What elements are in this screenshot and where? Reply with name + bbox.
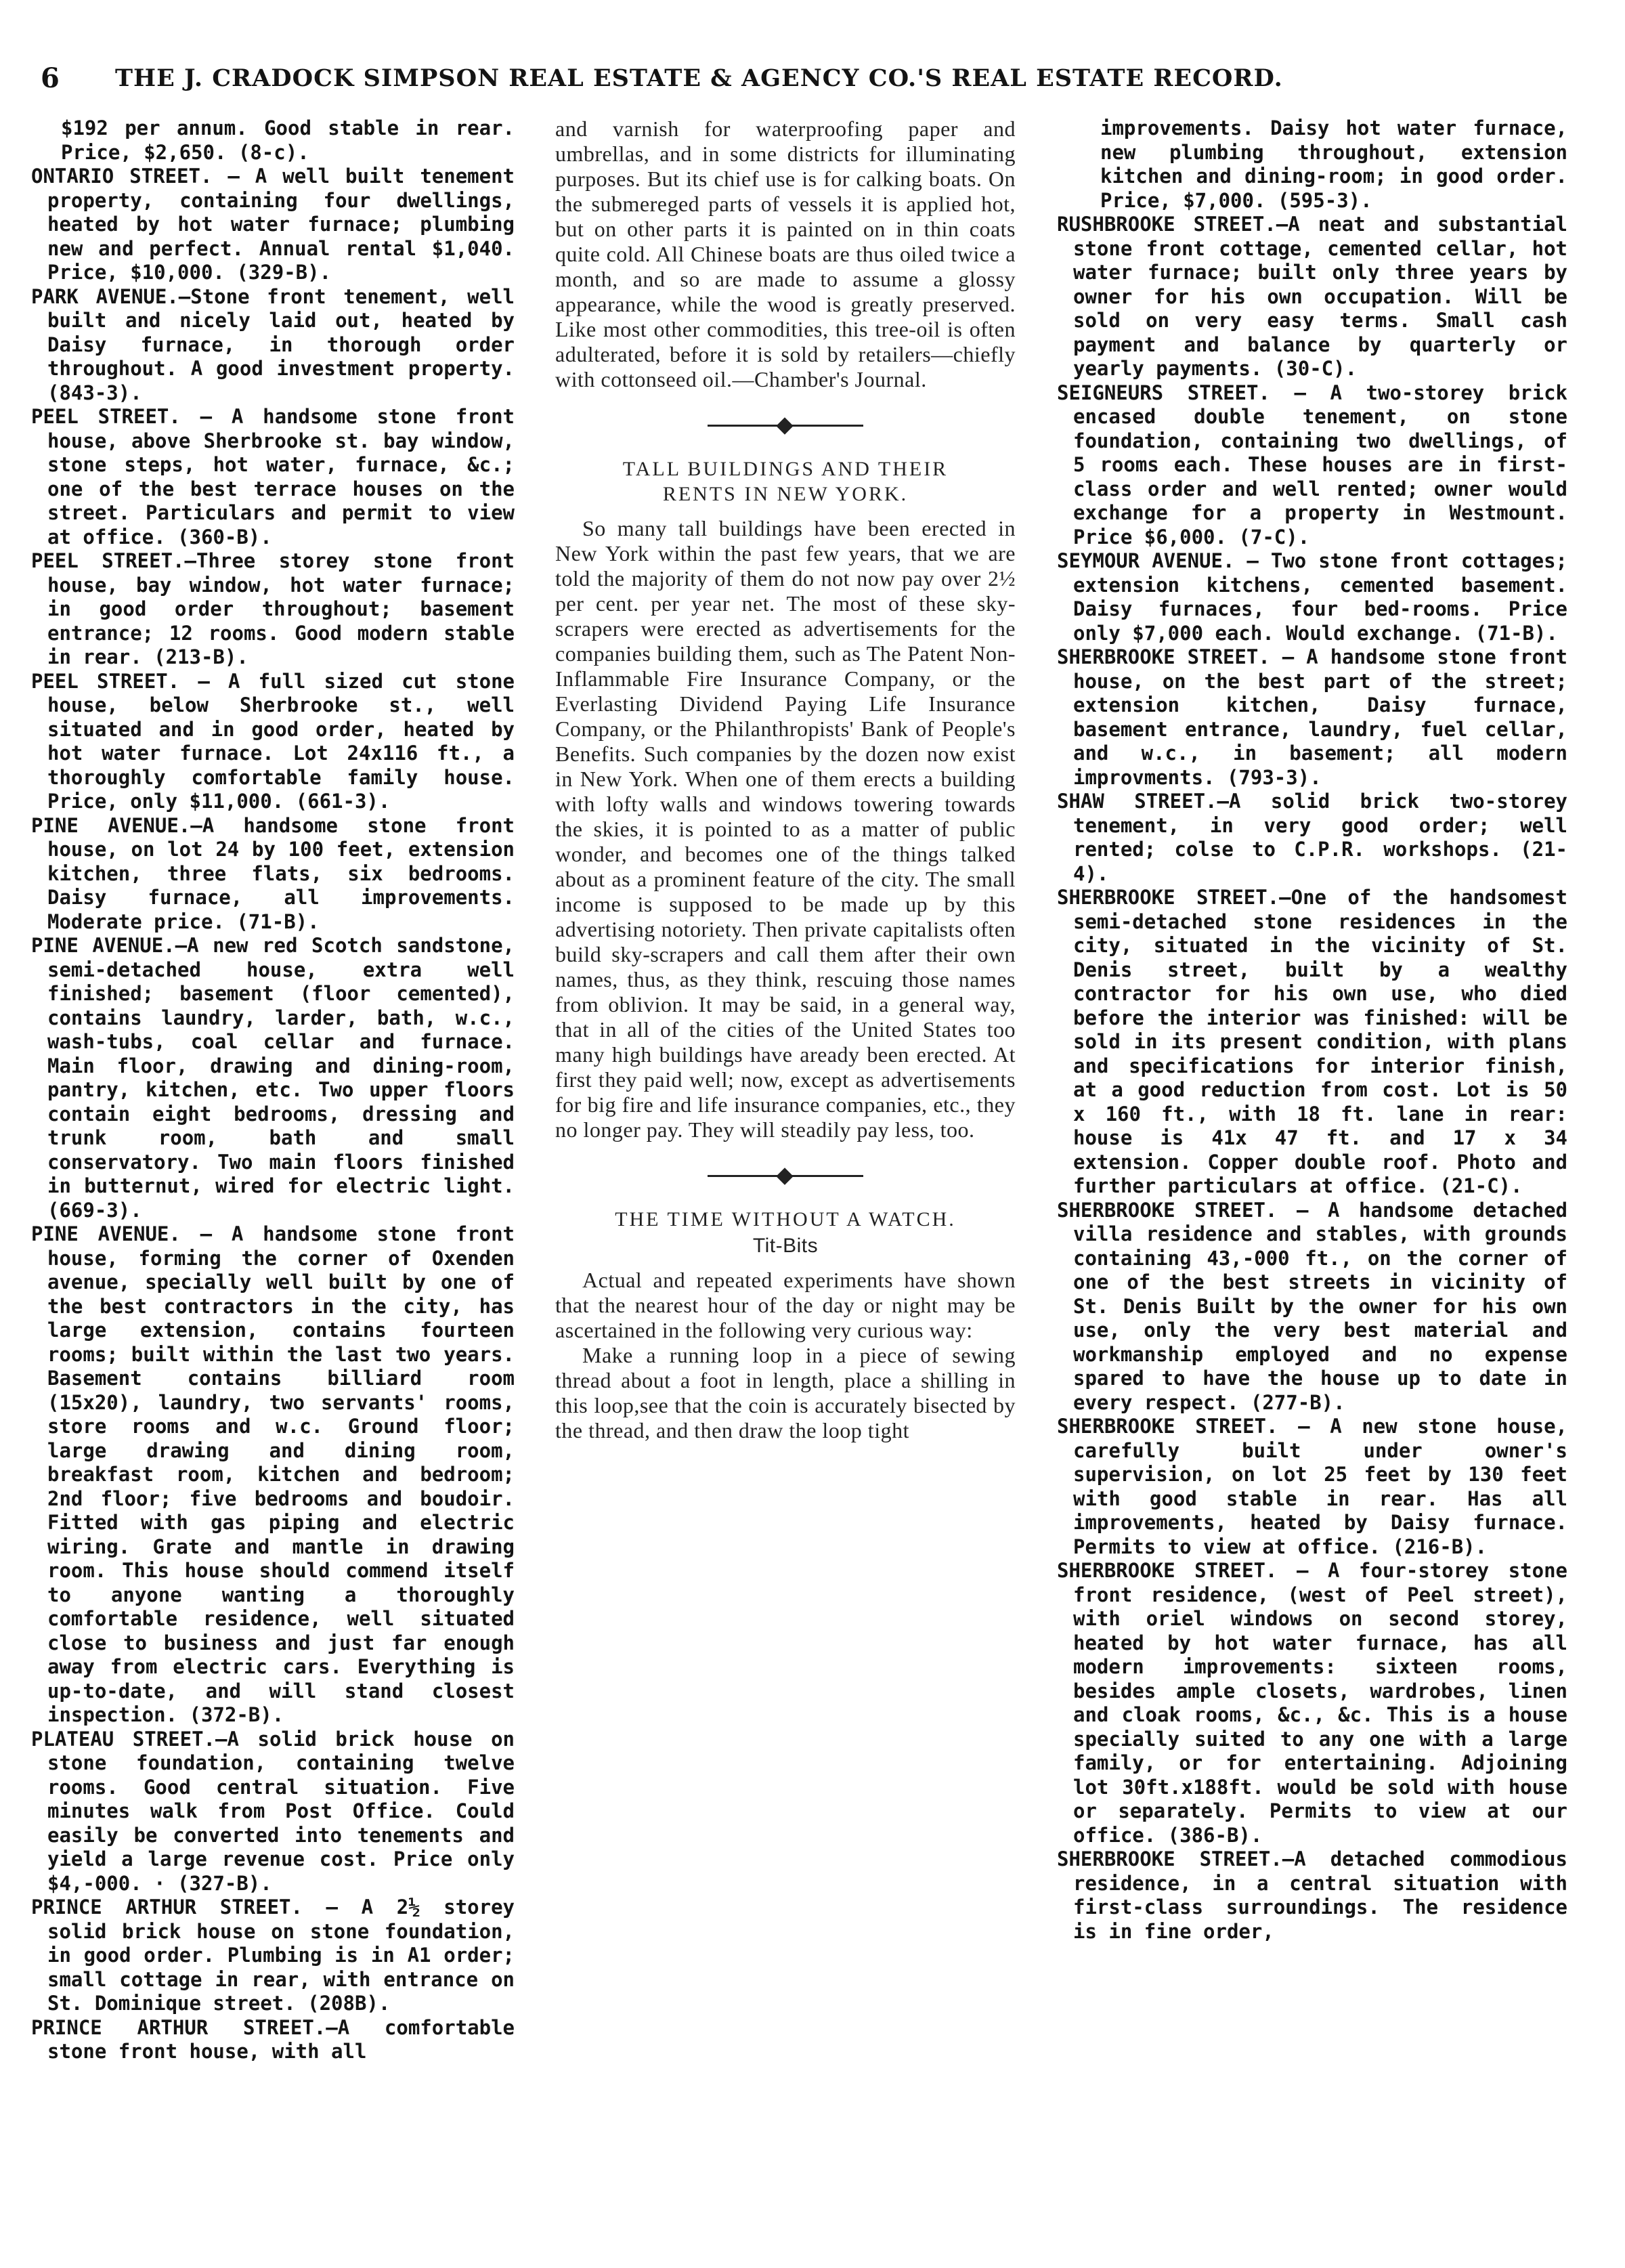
listing-entry: PRINCE ARTHUR STREET. — A 2½ storey solid brick house on stone foundation, in good order. Plumbing is in A1 order; small cottage in rear, with entrance on St. Dominique street. (208B). bbox=[31, 1896, 515, 2015]
article-title: TALL BUILDINGS AND THEIR bbox=[622, 458, 949, 480]
listing-entry: PINE AVENUE. — A handsome stone front house, forming the corner of Oxenden avenue, specially well built by one of the best contractors in the city, has large extension, contains fourteen rooms; built within the last two years. Basement contains billiard room (15x20), laundry, two servants' rooms, store rooms and w.c. Ground floor; large drawing and dining room, breakfast room, kitchen and bedroom; 2nd floor; five bedrooms and boudoir. Fitted with gas piping and electric wiring. Grate and mantle in drawing room. This house should commend itself to anyone wanting a thoroughly comfortable residence, well situated close to business and just far enough away from electric cars. Everything is up-to-date, and will stand closest inspection. (372-B). bbox=[31, 1222, 515, 1726]
listing-entry: SHAW STREET.—A solid brick two-storey tenement, in very good order; well rented; colse to C.P.R. workshops. (21-4). bbox=[1057, 790, 1567, 885]
publication-title: THE J. CRADOCK SIMPSON REAL ESTATE & AGENCY CO.'S REAL ESTATE RECORD. bbox=[115, 64, 1283, 92]
listing-entry: improvements. Daisy hot water furnace, new plumbing throughout, extension kitchen and dining-room; in good order. Price, $7,000. (595-3). bbox=[1100, 116, 1567, 212]
listing-entry: PRINCE ARTHUR STREET.—A comfortable stone front house, with all bbox=[31, 2015, 515, 2063]
listing-entry: SHERBROOKE STREET.—One of the handsomest semi-detached stone residences in the city, situated in the vicinity of St. Denis street, built by a wealthy contractor for his own use, who died before the interior was finished: will be sold in its present condition, with plans and specifications for interior finish, at a good reduction from cost. Lot is 50 x 160 ft., with 18 ft. lane in rear: house is 41x 47 ft. and 17 x 34 extension. Copper double roof. Photo and further particulars at office. (21-C). bbox=[1057, 886, 1567, 1197]
article-continuation: and varnish for waterproofing paper and umbrellas, and in some districts for illuminating purposes. But its chief use is for calking boats. On the submereged parts of vessels it is applied hot, but on other parts it is painted on in thin coats quite cold. All Chinese boats are thus oiled twice a month, and so are made to assume a glossy appearance, while the wood is greatly preserved. Like most other commodities, this tree-oil is often adulterated, before it is sold by retailers—chiefly with cottonseed oil.—Chamber's Journal. bbox=[555, 116, 1016, 391]
section-divider bbox=[708, 425, 863, 427]
listing-entry: ONTARIO STREET. — A well built tenement property, containing four dwellings, heated by hot water furnace; plumbing new and perfect. Annual rental $1,040. Price, $10,000. (329-B). bbox=[31, 165, 515, 284]
article-title-line2: RENTS IN NEW YORK. bbox=[662, 483, 909, 505]
listing-entry: SHERBROOKE STREET. — A four-storey stone front residence, (west of Peel street), with oriel windows on second storey, heated by hot water furnace, has all modern improvements: sixteen rooms, besides ample closets, wardrobes, linen and cloak rooms, &c., &c. This is a house specially suited to any one with a large family, or for entertaining. Adjoining lot 30ft.x188ft. would be sold with house or separately. Permits to view at our office. (386-B). bbox=[1057, 1559, 1567, 1847]
article-source: Tit-Bits bbox=[752, 1235, 819, 1257]
article-title: THE TIME WITHOUT A WATCH. bbox=[615, 1208, 956, 1231]
divider-ornament-icon bbox=[776, 1168, 793, 1184]
listing-entry: PEEL STREET. — A full sized cut stone house, below Sherbrooke st., well situated and in good order, heated by hot water furnace. Lot 24x116 ft., a thoroughly comfortable family house. Price, only $11,000. (661-3). bbox=[31, 669, 515, 813]
article-body: Actual and repeated experiments have shown that the nearest hour of the day or night may be ascertained in the following very curious way: bbox=[555, 1268, 1016, 1342]
listing-entry: SHERBROOKE STREET. — A handsome detached villa residence and stables, with grounds containing 43,-000 ft., on the corner of one of the best streets in vicinity of St. Denis Built by the owner for his own use, only the very best material and workmanship employed and no expense spared to have the house up to date in every respect. (277-B). bbox=[1057, 1198, 1567, 1414]
listing-entry: PEEL STREET.—Three storey stone front house, bay window, hot water furnace; in good order throughout; basement entrance; 12 rooms. Good modern stable in rear. (213-B). bbox=[31, 549, 515, 668]
article-body: So many tall buildings have been erected in New York within the past few years, that we are told the majority of them do not now pay over 2½ per cent. per year net. The most of these sky-scrapers were erected as advertisements for the companies building them, such as The Patent Non-Inflammable Fire Insurance Company, or the Everlasting Dividend Paying Life Insurance Company, or the Philanthropists' Bank of People's Benefits. Such companies by the dozen now exist in New York. When one of them erects a building with lofty walls and windows towering towards the skies, it is pointed to as a matter of public wonder, and becomes one of the things talked about as a prominent feature of the city. The small income is supposed to be made up by this advertising notoriety. Then private capitalists often build sky-scrapers and call them after their own names, thus, as they think, rescuing those names from oblivion. It may be said, in a general way, that in all of the cities of the United States too many high buildings have aready been erected. At first they paid well; now, except as advertisements for big fire and life insurance companies, etc., they no longer pay. They will steadily pay less, too. bbox=[555, 516, 1016, 1142]
listing-entry: SEIGNEURS STREET. — A two-storey brick encased double tenement, on stone foundation, containing two dwellings, of 5 rooms each. These houses are in first-class order and well rented; owner would exchange for a property in Westmount. Price $6,000. (7-C). bbox=[1057, 381, 1567, 549]
listing-entry: PINE AVENUE.—A handsome stone front house, on lot 24 by 100 feet, extension kitchen, three flats, six bedrooms. Daisy furnace, all improvements. Moderate price. (71-B). bbox=[31, 813, 515, 933]
listing-entry: SHERBROOKE STREET. — A new stone house, carefully built under owner's supervision, on lot 25 feet by 130 feet with good stable in rear. Has all improvements, heated by Daisy furnace. Permits to view at office. (216-B). bbox=[1057, 1415, 1567, 1558]
section-divider bbox=[708, 1175, 863, 1177]
listing-entry: RUSHBROOKE STREET.—A neat and substantial stone front cottage, cemented cellar, hot water furnace; built only three years by owner for his own occupation. Will be sold on very easy terms. Small cash payment and balance by quarterly or yearly payments. (30-C). bbox=[1057, 213, 1567, 380]
column-articles-middle bbox=[555, 116, 1016, 2148]
listing-entry: SHERBROOKE STREET.—A detached commodious residence, in a central situation with first-class surroundings. The residence is in fine order, bbox=[1057, 1847, 1567, 1943]
listing-entry: SHERBROOKE STREET. — A handsome stone front house, on the best part of the street; extension kitchen, Daisy furnace, basement entrance, laundry, fuel cellar, and w.c., in basement; all modern improvments. (793-3). bbox=[1057, 645, 1567, 789]
listing-entry: SEYMOUR AVENUE. — Two stone front cottages; extension kitchens, cemented basement. Daisy furnaces, four bed-rooms. Price only $7,000 each. Would exchange. (71-B). bbox=[1057, 549, 1567, 645]
page-header bbox=[41, 54, 1598, 102]
column-listings-right bbox=[1046, 116, 1567, 2182]
divider-ornament-icon bbox=[776, 417, 793, 434]
column-listings-left bbox=[20, 116, 515, 2165]
listing-entry: PLATEAU STREET.—A solid brick house on stone foundation, containing twelve rooms. Good central situation. Five minutes walk from Post Office. Could easily be converted into tenements and yield a large revenue cost. Price only $4,-000. · (327-B). bbox=[31, 1727, 515, 1895]
article-body: Make a running loop in a piece of sewing thread about a foot in length, place a shilling in this loop,see that the coin is accurately bisected by the thread, and then draw the loop tight bbox=[555, 1343, 1016, 1442]
listing-entry: PEEL STREET. — A handsome stone front house, above Sherbrooke st. bay window, stone steps, hot water, furnace, &c.; one of the best terrace houses on the street. Particulars and permit to view at office. (360-B). bbox=[31, 405, 515, 549]
page-number: 6 bbox=[41, 62, 60, 94]
listing-entry: PINE AVENUE.—A new red Scotch sandstone, semi-detached house, extra well finished; basement (floor cemented), contains laundry, larder, bath, w.c., wash-tubs, coal cellar and furnace. Main floor, drawing and dining-room, pantry, kitchen, etc. Two upper floors contain eight bedrooms, dressing and trunk room, bath and small conservatory. Two main floors finished in butternut, wired for electric light. (669-3). bbox=[31, 934, 515, 1222]
listing-entry: $192 per annum. Good stable in rear. Price, $2,650. (8-c). bbox=[61, 116, 515, 164]
listing-entry: PARK AVENUE.—Stone front tenement, well built and nicely laid out, heated by Daisy furnace, in thorough order throughout. A good investment property. (843-3). bbox=[31, 284, 515, 404]
